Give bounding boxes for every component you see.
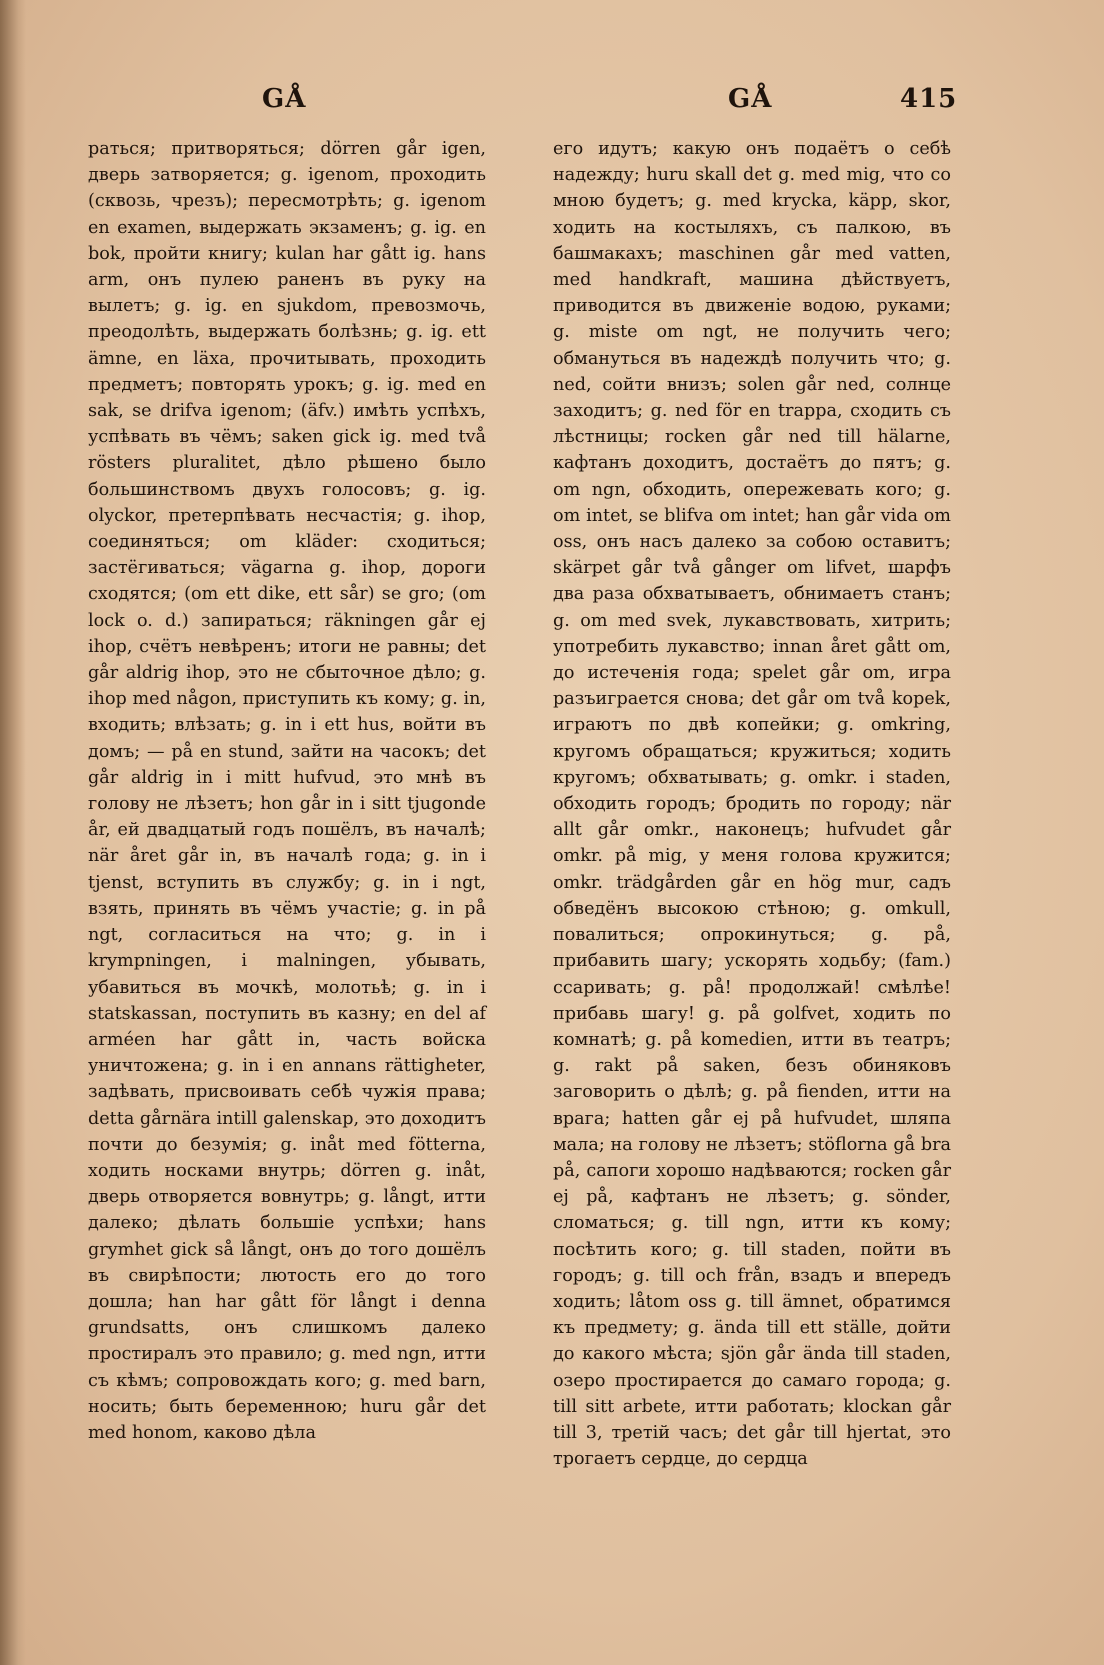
right-column-text: его идутъ; какую онъ подаётъ о себѣ надежду; huru skall det g. med mig, что со мною будетъ; g. med krycka, käpp, skor, ходить на костыляхъ, съ палкою, въ башмакахъ; maschinen går med vatten, med handkraft, машина дѣйствуетъ, приводится въ движеніе водою, руками; g. miste om ngt, не получить чего; обмануться въ надеждѣ получить что; g. ned, сойти внизъ; solen går ned, солнце заходитъ; g. ned för en trappa, сходить съ лѣстницы; rocken går ned till hälarne, кафтанъ доходитъ, достаётъ до пятъ; g. om ngn, обходить, опережевать кого; g. om intet, se blifva om intet; han går vida om oss, онъ насъ далеко за собою оставитъ; skärpet går två gånger om lifvet, шарфъ два раза обхватываетъ, обнимаетъ станъ; g. om med svek, лукавствовать, хитрить; употребить лукавство; innan året gått om, до истеченія года; spelet går om, игра разъиграется снова; det går om två kopek, играютъ по двѣ копейки; g. omkring, кругомъ обращаться; кружиться; ходить кругомъ; обхватывать; g. omkr. i staden, обходить городъ; бродить по городу; när allt går omkr., наконецъ; hufvudet går omkr. på mig, у меня голова кружится; omkr. trädgården går en hög mur, садъ обведёнъ высокою стѣною; g. omkull, повалиться; опрокинуться; g. på, прибавить шагу; ускорять ходьбу; (fam.) ссаривать; g. på! продолжай! смѣлѣе! прибавь шагу! g. på golfvet, ходить по комнатѣ; g. på komedien, итти въ театръ; g. rakt på saken, безъ обиняковъ заговорить о дѣлѣ; g. på fienden, итти на врага; hatten går ej på hufvudet, шляпа мала; на голову не лѣзетъ; stöflorna gå bra på, сапоги хорошо надѣваются; rocken går ej på, кафтанъ не лѣзетъ; g. sönder, сломаться; g. till ngn, итти къ кому; посѣтить кого; g. till staden, пойти въ городъ; g. till och från, взадъ и впередъ ходить; låtom oss g. till ämnet, обратимся къ предмету; g. ända till ett ställe, дойти до какого мѣста; sjön går ända till staden, озеро простирается до самаго города; g. till sitt arbete, итти работать; klockan går till 3, третій часъ; det går till hjertat, это трогаетъ сердце, до сердца [553, 139, 951, 1470]
right-guide-word: GÅ [728, 84, 773, 114]
page-number: 415 [900, 84, 958, 114]
right-column [553, 136, 951, 1472]
binding-shadow [0, 0, 26, 1665]
left-column [88, 136, 486, 1446]
left-column-text: раться; притворяться; dörren går igen, дверь затворяется; g. igenom, проходить (сквозь, чрезъ); пересмотрѣть; g. igenom en examen, выдержать экзаменъ; g. ig. en bok, пройти книгу; kulan har gått ig. hans arm, онъ пулею раненъ въ руку на вылетъ; g. ig. en sjukdom, превозмочь, преодолѣть, выдержать болѣзнь; g. ig. ett ämne, en läxa, прочитывать, проходить предметъ; повторять урокъ; g. ig. med en sak, se drifva igenom; (äfv.) имѣть успѣхъ, успѣвать въ чёмъ; saken gick ig. med två rösters pluralitet, дѣло рѣшено было большинствомъ двухъ голосовъ; g. ig. olyckor, претерпѣвать несчастія; g. ihop, соединяться; om kläder: сходиться; застёгиваться; vägarna g. ihop, дороги сходятся; (om ett dike, ett sår) se gro; (om lock o. d.) запираться; räkningen går ej ihop, счётъ невѣренъ; итоги не равны; det går aldrig ihop, это не сбыточное дѣло; g. ihop med någon, приступить къ кому; g. in, входить; влѣзать; g. in i ett hus, войти въ домъ; — på en stund, зайти на часокъ; det går aldrig in i mitt hufvud, это мнѣ въ голову не лѣзетъ; hon går in i sitt tjugonde år, ей двадцатый годъ пошёлъ, въ началѣ; när året går in, въ началѣ года; g. in i tjenst, вступить въ службу; g. in i ngt, взять, принять въ чёмъ участіе; g. in på ngt, согласиться на что; g. in i krympningen, i malningen, убывать, убавиться въ мочкѣ, молотьѣ; g. in i statskassan, поступить въ казну; en del af arméen har gått in, часть войска уничтожена; g. in i en annans rättigheter, задѣвать, присвоивать себѣ чужія права; detta gårnära intill galenskap, это доходитъ почти до безумія; g. inåt med fötterna, ходить носками внутрь; dörren g. inåt, дверь отворяется вовнутрь; g. långt, итти далеко; дѣлать большіе успѣхи; hans grymhet gick så långt, онъ до того дошёлъ въ свирѣпости; лютость его до того дошла; han har gått för långt i denna grundsatts, онъ слишкомъ далеко простиралъ это правило; g. med ngn, итти съ кѣмъ; сопровождать кого; g. med barn, носить; быть беременною; huru går det med honom, каково дѣла [88, 139, 486, 1443]
left-guide-word: GÅ [262, 84, 307, 114]
